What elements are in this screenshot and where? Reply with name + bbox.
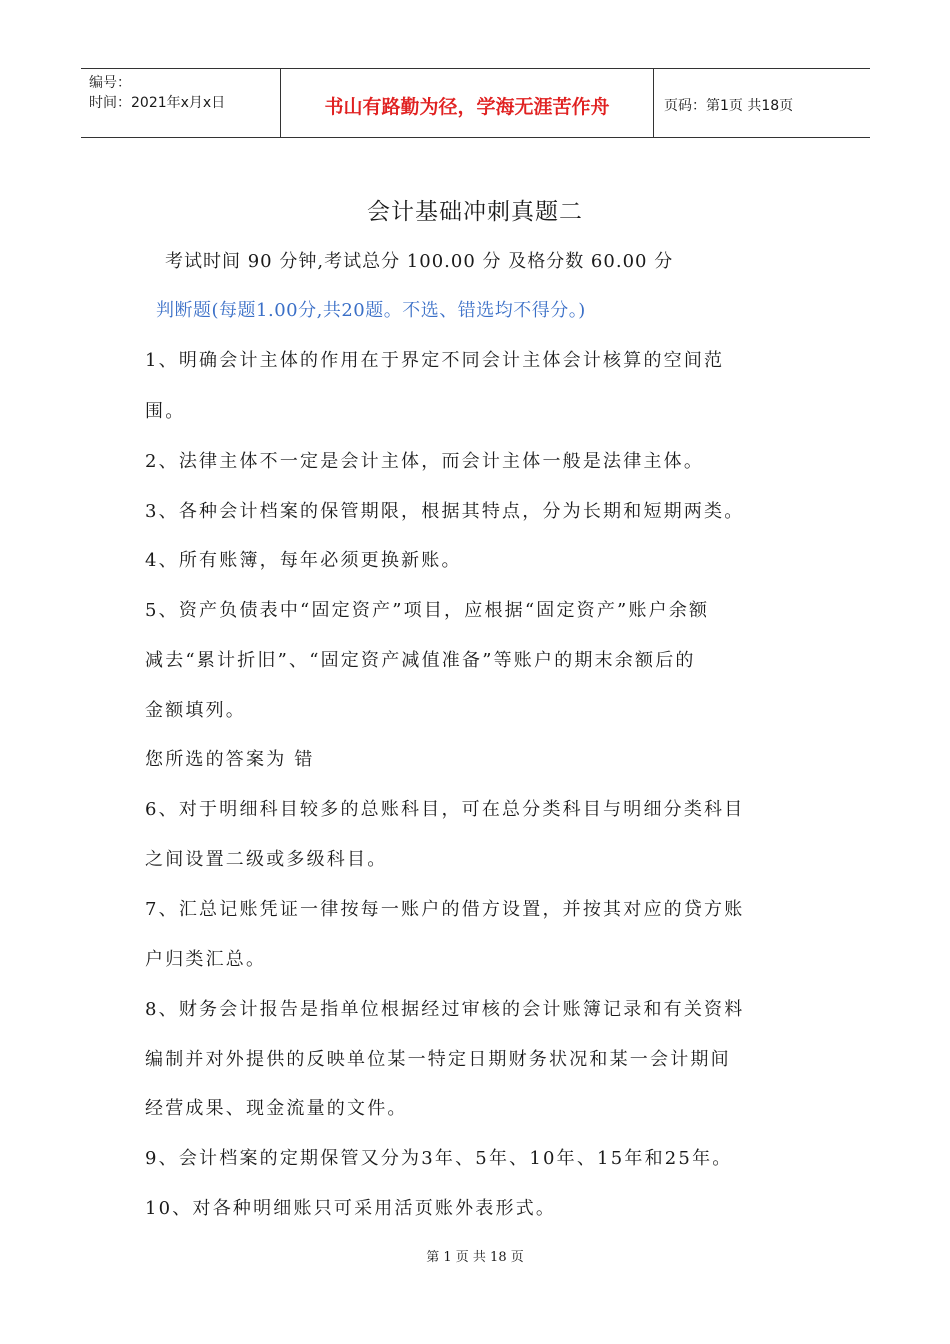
text-line: 之间设置二级或多级科目。 (145, 849, 388, 870)
header-page-label: 页码：第1页 共18页 (664, 98, 794, 114)
exam-info: 考试时间 90 分钟,考试总分 100.00 分 及格分数 60.00 分 (165, 251, 674, 272)
number-label: 编号： (89, 75, 131, 91)
text-line: 编制并对外提供的反映单位某一特定日期财务状况和某一会计期间 (145, 1049, 731, 1070)
page-footer: 第 1 页 共 18 页 (426, 1250, 524, 1265)
text-line: 经营成果、现金流量的文件。 (145, 1098, 408, 1119)
header-motto: 书山有路勤为径，学海无涯苦作舟 (281, 69, 654, 137)
text-line: 金额填列。 (145, 700, 246, 721)
text-line: 9、会计档案的定期保管又分为3年、5年、10年、15年和25年。 (145, 1148, 733, 1169)
section-heading: 判断题(每题1.00分,共20题。不选、错选均不得分。) (156, 300, 586, 321)
text-line: 减去“累计折旧”、“固定资产减值准备”等账户的期末余额后的 (145, 650, 696, 671)
header-meta (81, 69, 281, 137)
text-line: 4、所有账簿，每年必须更换新账。 (145, 550, 462, 571)
text-line: 户归类汇总。 (145, 949, 267, 970)
text-line: 1、明确会计主体的作用在于界定不同会计主体会计核算的空间范 (145, 350, 725, 371)
text-line: 3、各种会计档案的保管期限，根据其特点，分为长期和短期两类。 (145, 501, 745, 522)
text-line: 2、法律主体不一定是会计主体，而会计主体一般是法律主体。 (145, 451, 705, 472)
text-line: 5、资产负债表中“固定资产”项目，应根据“固定资产”账户余额 (145, 600, 710, 621)
document-title: 会计基础冲刺真题二 (367, 199, 583, 225)
text-line: 10、对各种明细账只可采用活页账外表形式。 (145, 1198, 557, 1219)
header-table (81, 68, 870, 138)
answer-line: 您所选的答案为 错 (145, 749, 315, 770)
text-line: 8、财务会计报告是指单位根据经过审核的会计账簿记录和有关资料 (145, 999, 745, 1020)
time-label: 时间：2021年x月x日 (89, 95, 226, 111)
text-line: 7、汇总记账凭证一律按每一账户的借方设置，并按其对应的贷方账 (145, 899, 745, 920)
text-line: 围。 (145, 401, 186, 422)
text-line: 6、对于明细科目较多的总账科目，可在总分类科目与明细分类科目 (145, 799, 745, 820)
